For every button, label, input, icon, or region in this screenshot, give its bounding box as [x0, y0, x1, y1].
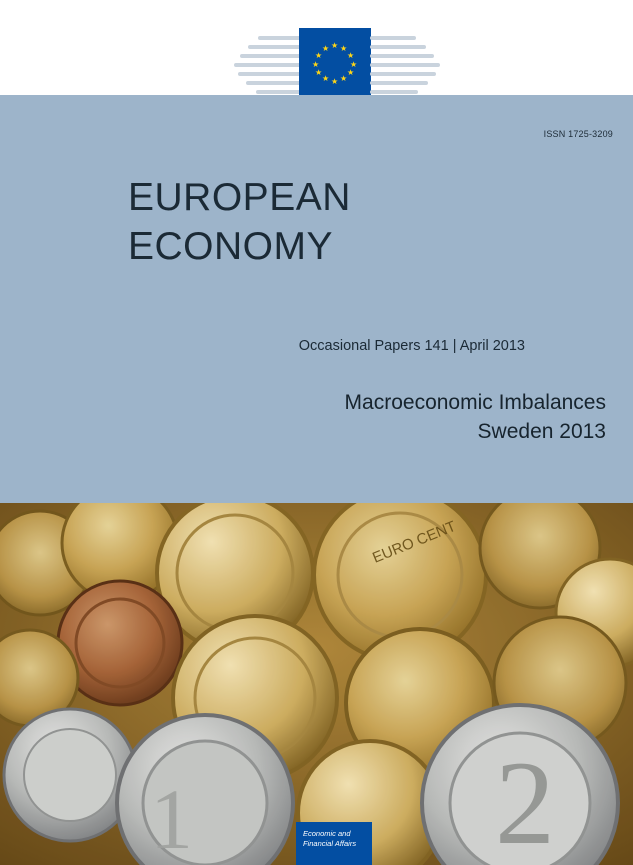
flag-strokes-right-icon [370, 36, 442, 92]
svg-text:EURO CENT: EURO CENT [370, 517, 459, 567]
department-badge [296, 822, 372, 865]
flag-strokes-left-icon [232, 36, 304, 92]
svg-text:1: 1 [150, 771, 193, 865]
page-title-line2: ECONOMY [128, 225, 334, 268]
document-title-line1: Macroeconomic Imbalances [344, 391, 606, 414]
issn-text: ISSN 1725-3209 [543, 129, 613, 139]
eu-stars-icon: ★ ★ ★ ★ ★ ★ ★ ★ ★ ★ ★ ★ [312, 41, 358, 86]
department-label [303, 829, 356, 849]
cover-photo-euro-coins [0, 503, 633, 865]
cover-blue-panel [0, 95, 633, 503]
header-band [0, 0, 633, 95]
page-title-line1: EUROPEAN [128, 176, 351, 219]
series-line: Occasional Papers 141 | April 2013 [298, 338, 525, 354]
svg-text:2: 2 [495, 736, 555, 865]
page-title [128, 173, 351, 271]
department-label-line1: Economic and [303, 829, 351, 838]
document-title-line2: Sweden 2013 [477, 420, 606, 443]
department-label-line2: Financial Affairs [303, 839, 357, 848]
document-title [345, 388, 606, 446]
